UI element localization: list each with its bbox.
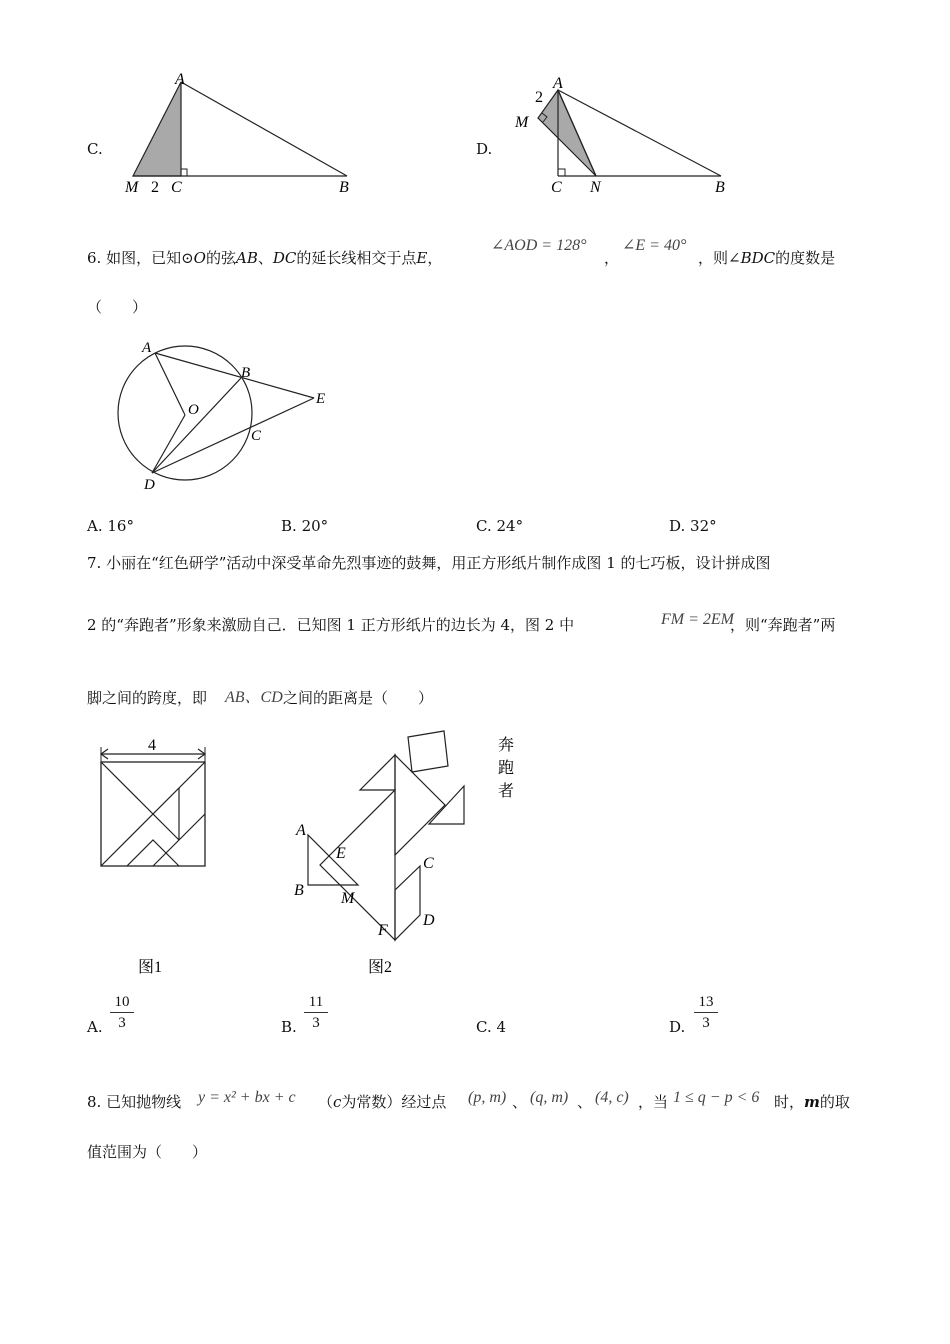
q6-angle-e: ∠E = 40° (622, 237, 687, 254)
label-c: C (551, 179, 562, 196)
label-m: M (515, 114, 529, 131)
q8-parabola-equation: y = x² + bx + c (198, 1089, 296, 1106)
label-f: F (378, 922, 388, 939)
q8-point-2: (q, m) (530, 1089, 569, 1106)
label-b: B (715, 179, 725, 196)
q8-condition: 1 ≤ q − p < 6 (673, 1089, 760, 1106)
q8-point-1: (p, m) (468, 1089, 507, 1106)
q6-option-c[interactable]: C. 24° (476, 517, 524, 535)
label-m: M (341, 890, 355, 907)
q7-option-c[interactable]: C. 4 (476, 1018, 507, 1036)
label-a: A (296, 822, 306, 839)
label-m: M (125, 179, 139, 196)
caption-figure-1: 图1 (138, 959, 163, 976)
q7-option-b-fraction: 11 3 (302, 993, 330, 1032)
q7-option-b-label[interactable]: B. (281, 1018, 297, 1036)
label-two: 2 (535, 89, 543, 106)
circle-o (118, 346, 252, 480)
q8-stem-prefix: 8. 已知抛物线 (87, 1093, 182, 1111)
segment-od (152, 415, 185, 473)
segment-de (152, 398, 314, 473)
q8-point-3: (4, c) (595, 1089, 629, 1106)
title-char-1: 奔 (498, 737, 515, 754)
q6-stem: 6. 如图，已知⊙O的弦AB、DC的延长线相交于点E， (87, 249, 443, 267)
label-b: B (241, 365, 251, 381)
q7-segments-math: AB、CD (225, 689, 283, 706)
label-d: D (144, 477, 155, 493)
q5-option-c-figure (115, 70, 375, 200)
parallelogram-leg (395, 866, 420, 940)
shaded-triangle (538, 90, 596, 176)
shaded-triangle (133, 82, 181, 176)
q7-stem-line2: 2 的“奔跑者”形象来激励自己．已知图 1 正方形纸片的边长为 4，图 2 中 (87, 616, 575, 634)
square-head (408, 731, 448, 772)
q7-option-d-label[interactable]: D. (669, 1018, 686, 1036)
question-number: 7. (87, 554, 102, 572)
label-c: C (423, 855, 434, 872)
q6-option-a[interactable]: A. 16° (87, 517, 134, 535)
label-a: A (553, 75, 563, 92)
question-number: 8. (87, 1093, 102, 1111)
label-a: A (142, 340, 152, 356)
q5-option-c-label: C. (87, 140, 103, 158)
q7-figure-2-runner (288, 725, 528, 980)
small-triangle-arm (429, 786, 464, 824)
segment-ab (181, 82, 347, 176)
label-c: C (171, 179, 182, 196)
segment-ao (155, 353, 185, 415)
q7-stem-line1: 7. 小丽在“红色研学”活动中深受革命先烈事迹的鼓舞，用正方形纸片制作成图 1 的七巧板，设计拼成图 (87, 554, 771, 572)
q5-option-d-label: D. (476, 140, 493, 158)
caption-figure-2: 图2 (368, 959, 393, 976)
label-n: N (590, 179, 601, 196)
q6-answer-paren: （ ） (87, 298, 148, 316)
label-b: B (339, 179, 349, 196)
label-o: O (188, 402, 199, 418)
segment-db (152, 378, 241, 473)
label-a: A (175, 71, 185, 88)
q6-circle-figure (108, 335, 348, 495)
segment-ae (155, 353, 314, 398)
q6-option-b[interactable]: B. 20° (281, 517, 329, 535)
large-triangle-torso (395, 755, 445, 855)
q5-option-d-figure (505, 70, 745, 200)
label-two: 2 (151, 179, 159, 196)
q7-option-d-fraction: 13 3 (692, 993, 720, 1032)
label-b: B (294, 882, 304, 899)
side-length-label: 4 (148, 737, 156, 754)
large-triangle-body (320, 790, 395, 940)
q7-condition-math: FM = 2EM (661, 611, 734, 628)
title-char-3: 者 (498, 783, 515, 800)
label-e: E (316, 391, 326, 407)
label-e: E (336, 845, 346, 862)
q8-stem-line2: 值范围为（ ） (87, 1143, 208, 1161)
small-triangle-top (360, 755, 395, 790)
q7-option-a-label[interactable]: A. (87, 1018, 103, 1036)
label-d: D (423, 912, 435, 929)
q6-option-d[interactable]: D. 32° (669, 517, 717, 535)
q7-stem-line3: 脚之间的跨度，即 (87, 689, 208, 707)
q7-option-a-fraction: 10 3 (108, 993, 136, 1032)
question-number: 6. (87, 249, 102, 267)
right-angle-mark (181, 169, 187, 176)
title-char-2: 跑 (498, 760, 515, 777)
right-angle-mark-c (558, 169, 565, 176)
label-c: C (251, 428, 262, 444)
q6-angle-aod: ∠AOD = 128° (491, 237, 587, 254)
q7-figure-1-tangram (92, 735, 222, 980)
